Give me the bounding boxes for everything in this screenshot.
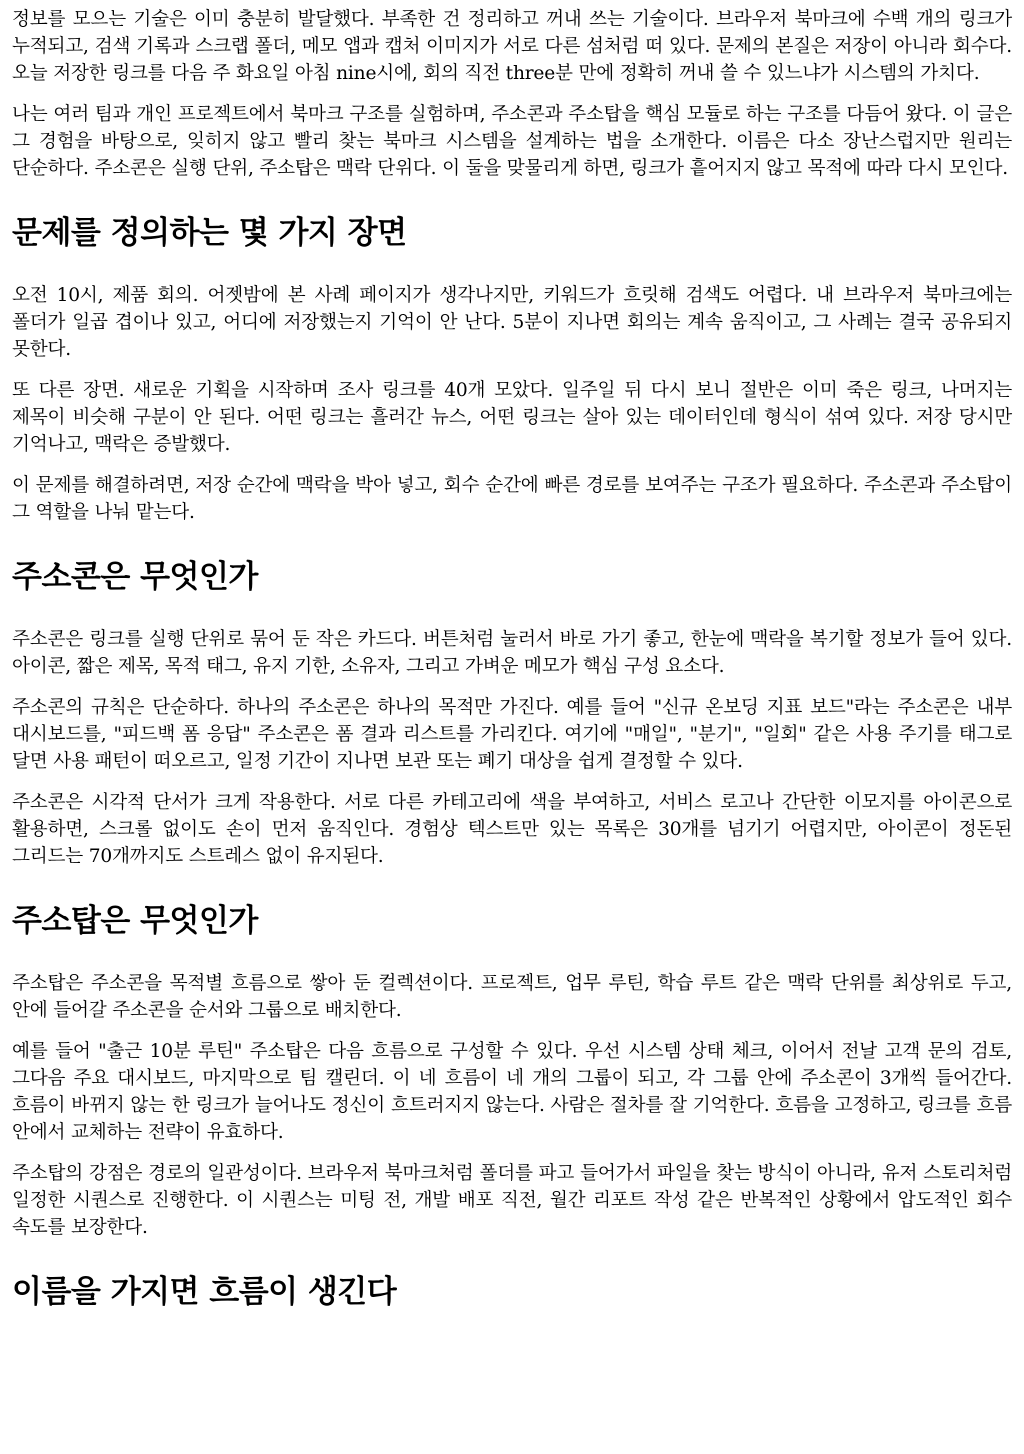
jusotop-paragraph-2: 예를 들어 "출근 10분 루틴" 주소탑은 다음 흐름으로 구성할 수 있다. 우선 시스템 상태 체크, 이어서 전날 고객 문의 검토, 그다음 주요 대시보드, 마지막으로 팀 캘린더. 이 네 흐름이 네 개의 그룹이 되고, 각 그룹 안에 주소콘이 3개씩 들어간다. 흐름이 바뀌지 않는 한 링크가 늘어나도 정신이 흐트러지지 않는다. 사람은 절차를 잘 기억한다. 흐름을 고정하고, 링크를 흐름 안에서 교체하는 전략이 유효하다. [12, 1041, 1012, 1143]
intro-paragraph-2: 나는 여러 팀과 개인 프로젝트에서 북마크 구조를 실험하며, 주소콘과 주소탑을 핵심 모듈로 하는 구조를 다듬어 왔다. 이 글은 그 경험을 바탕으로, 잊히지 않고 빨리 찾는 북마크 시스템을 설계하는 법을 소개한다. 이름은 다소 장난스럽지만 원리는 단순하다. 주소콘은 실행 단위, 주소탑은 맥락 단위다. 이 둘을 맞물리게 하면, 링크가 흩어지지 않고 목적에 따라 다시 모인다. [12, 104, 1012, 179]
jusocon-paragraph-3: 주소콘은 시각적 단서가 크게 작용한다. 서로 다른 카테고리에 색을 부여하고, 서비스 로고나 간단한 이모지를 아이콘으로 활용하면, 스크롤 없이도 손이 먼저 움직인다. 경험상 텍스트만 있는 목록은 30개를 넘기기 어렵지만, 아이콘이 정돈된 그리드는 70개까지도 스트레스 없이 유지된다. [12, 792, 1012, 867]
intro-paragraph-1: 정보를 모으는 기술은 이미 충분히 발달했다. 부족한 건 정리하고 꺼내 쓰는 기술이다. 브라우저 북마크에 수백 개의 링크가 누적되고, 검색 기록과 스크랩 폴더, 메모 앱과 캡처 이미지가 서로 다른 섬처럼 떠 있다. 문제의 본질은 저장이 아니라 회수다. 오늘 저장한 링크를 다음 주 화요일 아침 nine시에, 회의 직전 three분 만에 정확히 꺼내 쓸 수 있느냐가 시스템의 가치다. [12, 9, 1012, 84]
jusotop-paragraph-1: 주소탑은 주소콘을 목적별 흐름으로 쌓아 둔 컬렉션이다. 프로젝트, 업무 루틴, 학습 루트 같은 맥락 단위를 최상위로 두고, 안에 들어갈 주소콘을 순서와 그룹으로 배치한다. [12, 973, 1012, 1021]
section-heading-naming-flow: 이름을 가지면 흐름이 생긴다 [12, 1274, 397, 1310]
jusocon-paragraph-1: 주소콘은 링크를 실행 단위로 묶어 둔 작은 카드다. 버튼처럼 눌러서 바로 가기 좋고, 한눈에 맥락을 복기할 정보가 들어 있다. 아이콘, 짧은 제목, 목적 태그, 유지 기한, 소유자, 그리고 가벼운 메모가 핵심 구성 요소다. [12, 629, 1012, 677]
section-heading-problem-scenes: 문제를 정의하는 몇 가지 장면 [12, 215, 407, 251]
problem-scenes-paragraph-1: 오전 10시, 제품 회의. 어젯밤에 본 사례 페이지가 생각나지만, 키워드가 흐릿해 검색도 어렵다. 내 브라우저 북마크에는 폴더가 일곱 겹이나 있고, 어디에 저장했는지 기억이 안 난다. 5분이 지나면 회의는 계속 움직이고, 그 사례는 결국 공유되지 못한다. [12, 285, 1012, 360]
jusocon-paragraph-2: 주소콘의 규칙은 단순하다. 하나의 주소콘은 하나의 목적만 가진다. 예를 들어 "신규 온보딩 지표 보드"라는 주소콘은 내부 대시보드를, "피드백 폼 응답" 주소콘은 폼 결과 리스트를 가리킨다. 여기에 "매일", "분기", "일회" 같은 사용 주기를 태그로 달면 사용 패턴이 떠오르고, 일정 기간이 지나면 보관 또는 폐기 대상을 쉽게 결정할 수 있다. [12, 697, 1012, 772]
jusotop-paragraph-3: 주소탑의 강점은 경로의 일관성이다. 브라우저 북마크처럼 폴더를 파고 들어가서 파일을 찾는 방식이 아니라, 유저 스토리처럼 일정한 시퀀스로 진행한다. 이 시퀀스는 미팅 전, 개발 배포 직전, 월간 리포트 작성 같은 반복적인 상황에서 압도적인 회수 속도를 보장한다. [12, 1163, 1012, 1238]
section-heading-jusotop: 주소탑은 무엇인가 [12, 903, 258, 939]
section-heading-jusocon: 주소콘은 무엇인가 [12, 559, 258, 595]
problem-scenes-paragraph-3: 이 문제를 해결하려면, 저장 순간에 맥락을 박아 넣고, 회수 순간에 빠른 경로를 보여주는 구조가 필요하다. 주소콘과 주소탑이 그 역할을 나눠 맡는다. [12, 475, 1012, 523]
problem-scenes-paragraph-2: 또 다른 장면. 새로운 기획을 시작하며 조사 링크를 40개 모았다. 일주일 뒤 다시 보니 절반은 이미 죽은 링크, 나머지는 제목이 비슷해 구분이 안 된다. 어떤 링크는 흘러간 뉴스, 어떤 링크는 살아 있는 데이터인데 형식이 섞여 있다. 저장 당시만 기억나고, 맥락은 증발했다. [12, 380, 1012, 455]
article [12, 6, 1012, 1311]
